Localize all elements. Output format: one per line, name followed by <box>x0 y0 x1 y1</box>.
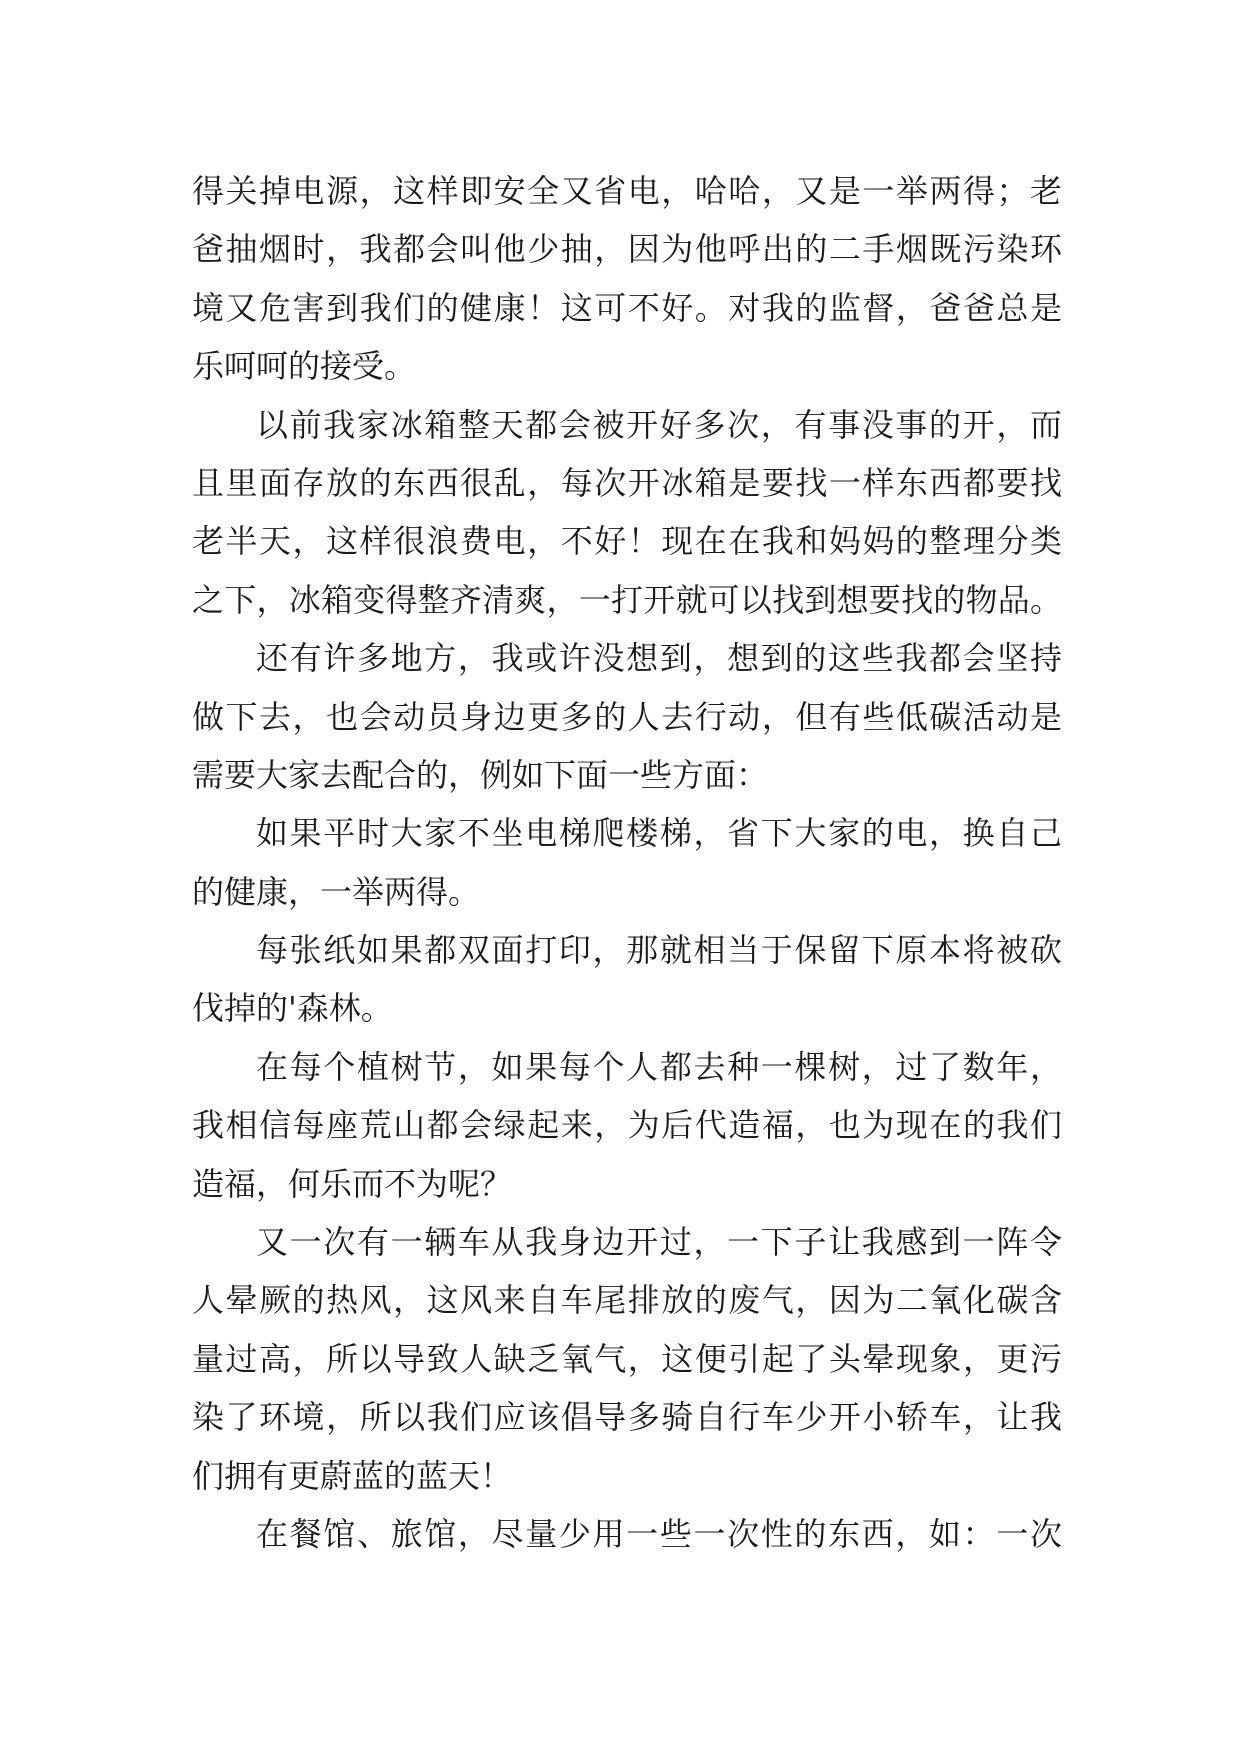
text-line: 染了环境，所以我们应该倡导多骑自行车少开小轿车，让我 <box>192 1398 1062 1437</box>
text-line: 境又危害到我们的健康！这可不好。对我的监督，爸爸总是 <box>192 288 1062 327</box>
paragraph <box>192 804 1062 921</box>
text-line: 每张纸如果都双面打印，那就相当于保留下原本将被砍 <box>256 931 1062 970</box>
text-line: 在每个植树节，如果每个人都去种一棵树，过了数年， <box>256 1047 1062 1086</box>
text-line: 如果平时大家不坐电梯爬楼梯，省下大家的电，换自己 <box>256 814 1062 853</box>
text-line: 人晕厥的热风，这风来自车尾排放的废气，因为二氧化碳含 <box>192 1281 1062 1320</box>
paragraph <box>192 921 1062 1038</box>
paragraph <box>192 1213 1062 1505</box>
text-line: 们拥有更蔚蓝的蓝天！ <box>192 1456 513 1495</box>
paragraph <box>192 1505 1062 1563</box>
paragraph <box>192 629 1062 804</box>
text-line: 又一次有一辆车从我身边开过，一下子让我感到一阵令 <box>256 1223 1062 1262</box>
text-line: 乐呵呵的接受。 <box>192 347 417 386</box>
text-line: 以前我家冰箱整天都会被开好多次，有事没事的开，而 <box>256 405 1062 444</box>
text-line: 造福，何乐而不为呢？ <box>192 1164 513 1203</box>
text-line: 量过高，所以导致人缺乏氧气，这便引起了头晕现象，更污 <box>192 1339 1062 1378</box>
text-line: 需要大家去配合的，例如下面一些方面： <box>192 755 769 794</box>
document-body <box>192 162 1062 1563</box>
text-line: 老半天，这样很浪费电，不好！现在在我和妈妈的整理分类 <box>192 522 1062 561</box>
text-line: 爸抽烟时，我都会叫他少抽，因为他呼出的二手烟既污染环 <box>192 230 1062 269</box>
text-line: 的健康，一举两得。 <box>192 872 481 911</box>
text-line: 且里面存放的东西很乱，每次开冰箱是要找一样东西都要找 <box>192 463 1062 502</box>
text-line: 在餐馆、旅馆，尽量少用一些一次性的东西，如：一次 <box>256 1514 1062 1553</box>
text-line: 伐掉的'森林。 <box>192 989 393 1028</box>
paragraph <box>192 1038 1062 1213</box>
text-line: 得关掉电源，这样即安全又省电，哈哈，又是一举两得；老 <box>192 172 1062 210</box>
text-line: 做下去，也会动员身边更多的人去行动，但有些低碳活动是 <box>192 697 1062 736</box>
text-line: 还有许多地方，我或许没想到，想到的这些我都会坚持 <box>256 639 1062 678</box>
text-line: 之下，冰箱变得整齐清爽，一打开就可以找到想要找的物品。 <box>192 580 1062 619</box>
paragraph <box>192 162 1062 396</box>
text-line: 我相信每座荒山都会绿起来，为后代造福，也为现在的我们 <box>192 1106 1062 1145</box>
paragraph <box>192 396 1062 630</box>
